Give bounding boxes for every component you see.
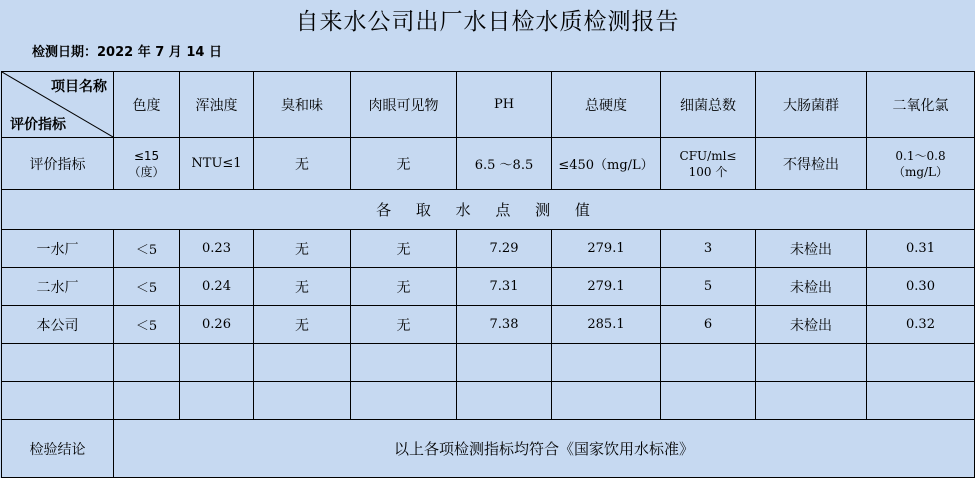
empty-cell <box>867 344 975 382</box>
cell-value: 0.31 <box>867 230 975 268</box>
cell-value: 未检出 <box>756 230 867 268</box>
cell-value: 279.1 <box>552 230 661 268</box>
test-date: 检测日期：2022 年 7 月 14 日 <box>32 45 222 60</box>
empty-row <box>2 382 975 420</box>
header-item-name: 项目名称 <box>51 79 107 95</box>
cell-value: 无 <box>254 306 351 344</box>
row-label: 二水厂 <box>2 268 114 306</box>
cell-value: 3 <box>661 230 756 268</box>
standard-value: 无 <box>351 138 457 190</box>
cell-value: ＜5 <box>114 306 180 344</box>
column-header: 肉眼可见物 <box>351 72 457 138</box>
empty-cell <box>867 382 975 420</box>
empty-cell <box>2 382 114 420</box>
cell-value: 0.30 <box>867 268 975 306</box>
cell-value: 279.1 <box>552 268 661 306</box>
row-label: 评价指标 <box>2 138 114 190</box>
cell-value: 无 <box>351 230 457 268</box>
cell-value: ＜5 <box>114 268 180 306</box>
empty-cell <box>351 382 457 420</box>
section-title: 各 取 水 点 测 值 <box>2 190 975 230</box>
cell-value: 285.1 <box>552 306 661 344</box>
cell-value: 无 <box>351 306 457 344</box>
standard-value: 0.1～0.8 （mg/L） <box>867 138 975 190</box>
empty-cell <box>661 382 756 420</box>
standard-value: ≤15 （度） <box>114 138 180 190</box>
header-diagonal-cell <box>2 72 114 138</box>
conclusion-text: 以上各项检测指标均符合《国家饮用水标准》 <box>114 420 975 478</box>
column-header: 色度 <box>114 72 180 138</box>
empty-cell <box>180 344 254 382</box>
empty-cell <box>254 344 351 382</box>
row-label: 一水厂 <box>2 230 114 268</box>
cell-value: 无 <box>254 230 351 268</box>
empty-cell <box>351 344 457 382</box>
empty-cell <box>180 382 254 420</box>
cell-value: 7.29 <box>457 230 552 268</box>
cell-value: ＜5 <box>114 230 180 268</box>
column-header: PH <box>457 72 552 138</box>
standard-value: CFU/ml≤ 100 个 <box>661 138 756 190</box>
column-header: 臭和味 <box>254 72 351 138</box>
standard-value: 不得检出 <box>756 138 867 190</box>
column-header: 大肠菌群 <box>756 72 867 138</box>
cell-value: 0.23 <box>180 230 254 268</box>
empty-cell <box>756 344 867 382</box>
cell-value: 5 <box>661 268 756 306</box>
empty-cell <box>457 344 552 382</box>
section-row <box>2 190 975 230</box>
standard-row <box>2 138 975 190</box>
cell-value: 无 <box>254 268 351 306</box>
column-header: 浑浊度 <box>180 72 254 138</box>
empty-cell <box>2 344 114 382</box>
column-header: 总硬度 <box>552 72 661 138</box>
cell-value: 0.32 <box>867 306 975 344</box>
empty-cell <box>114 382 180 420</box>
cell-value: 6 <box>661 306 756 344</box>
empty-cell <box>552 344 661 382</box>
cell-value: 未检出 <box>756 306 867 344</box>
cell-value: 0.24 <box>180 268 254 306</box>
standard-value: 无 <box>254 138 351 190</box>
conclusion-label: 检验结论 <box>2 420 114 478</box>
cell-value: 7.38 <box>457 306 552 344</box>
header-row <box>2 72 975 138</box>
cell-value: 0.26 <box>180 306 254 344</box>
empty-cell <box>661 344 756 382</box>
empty-row <box>2 344 975 382</box>
empty-cell <box>114 344 180 382</box>
standard-value: 6.5 ～8.5 <box>457 138 552 190</box>
empty-cell <box>457 382 552 420</box>
cell-value: 未检出 <box>756 268 867 306</box>
table-row <box>2 306 975 344</box>
report-title: 自来水公司出厂水日检水质检测报告 <box>295 9 680 35</box>
table-row <box>2 268 975 306</box>
column-header: 二氧化氯 <box>867 72 975 138</box>
table-row <box>2 230 975 268</box>
row-label: 本公司 <box>2 306 114 344</box>
water-quality-table <box>1 71 975 478</box>
standard-value: NTU≤1 <box>180 138 254 190</box>
cell-value: 7.31 <box>457 268 552 306</box>
empty-cell <box>552 382 661 420</box>
conclusion-row <box>2 420 975 478</box>
column-header: 细菌总数 <box>661 72 756 138</box>
cell-value: 无 <box>351 268 457 306</box>
empty-cell <box>756 382 867 420</box>
header-eval-index: 评价指标 <box>10 117 66 133</box>
empty-cell <box>254 382 351 420</box>
standard-value: ≤450（mg/L） <box>552 138 661 190</box>
